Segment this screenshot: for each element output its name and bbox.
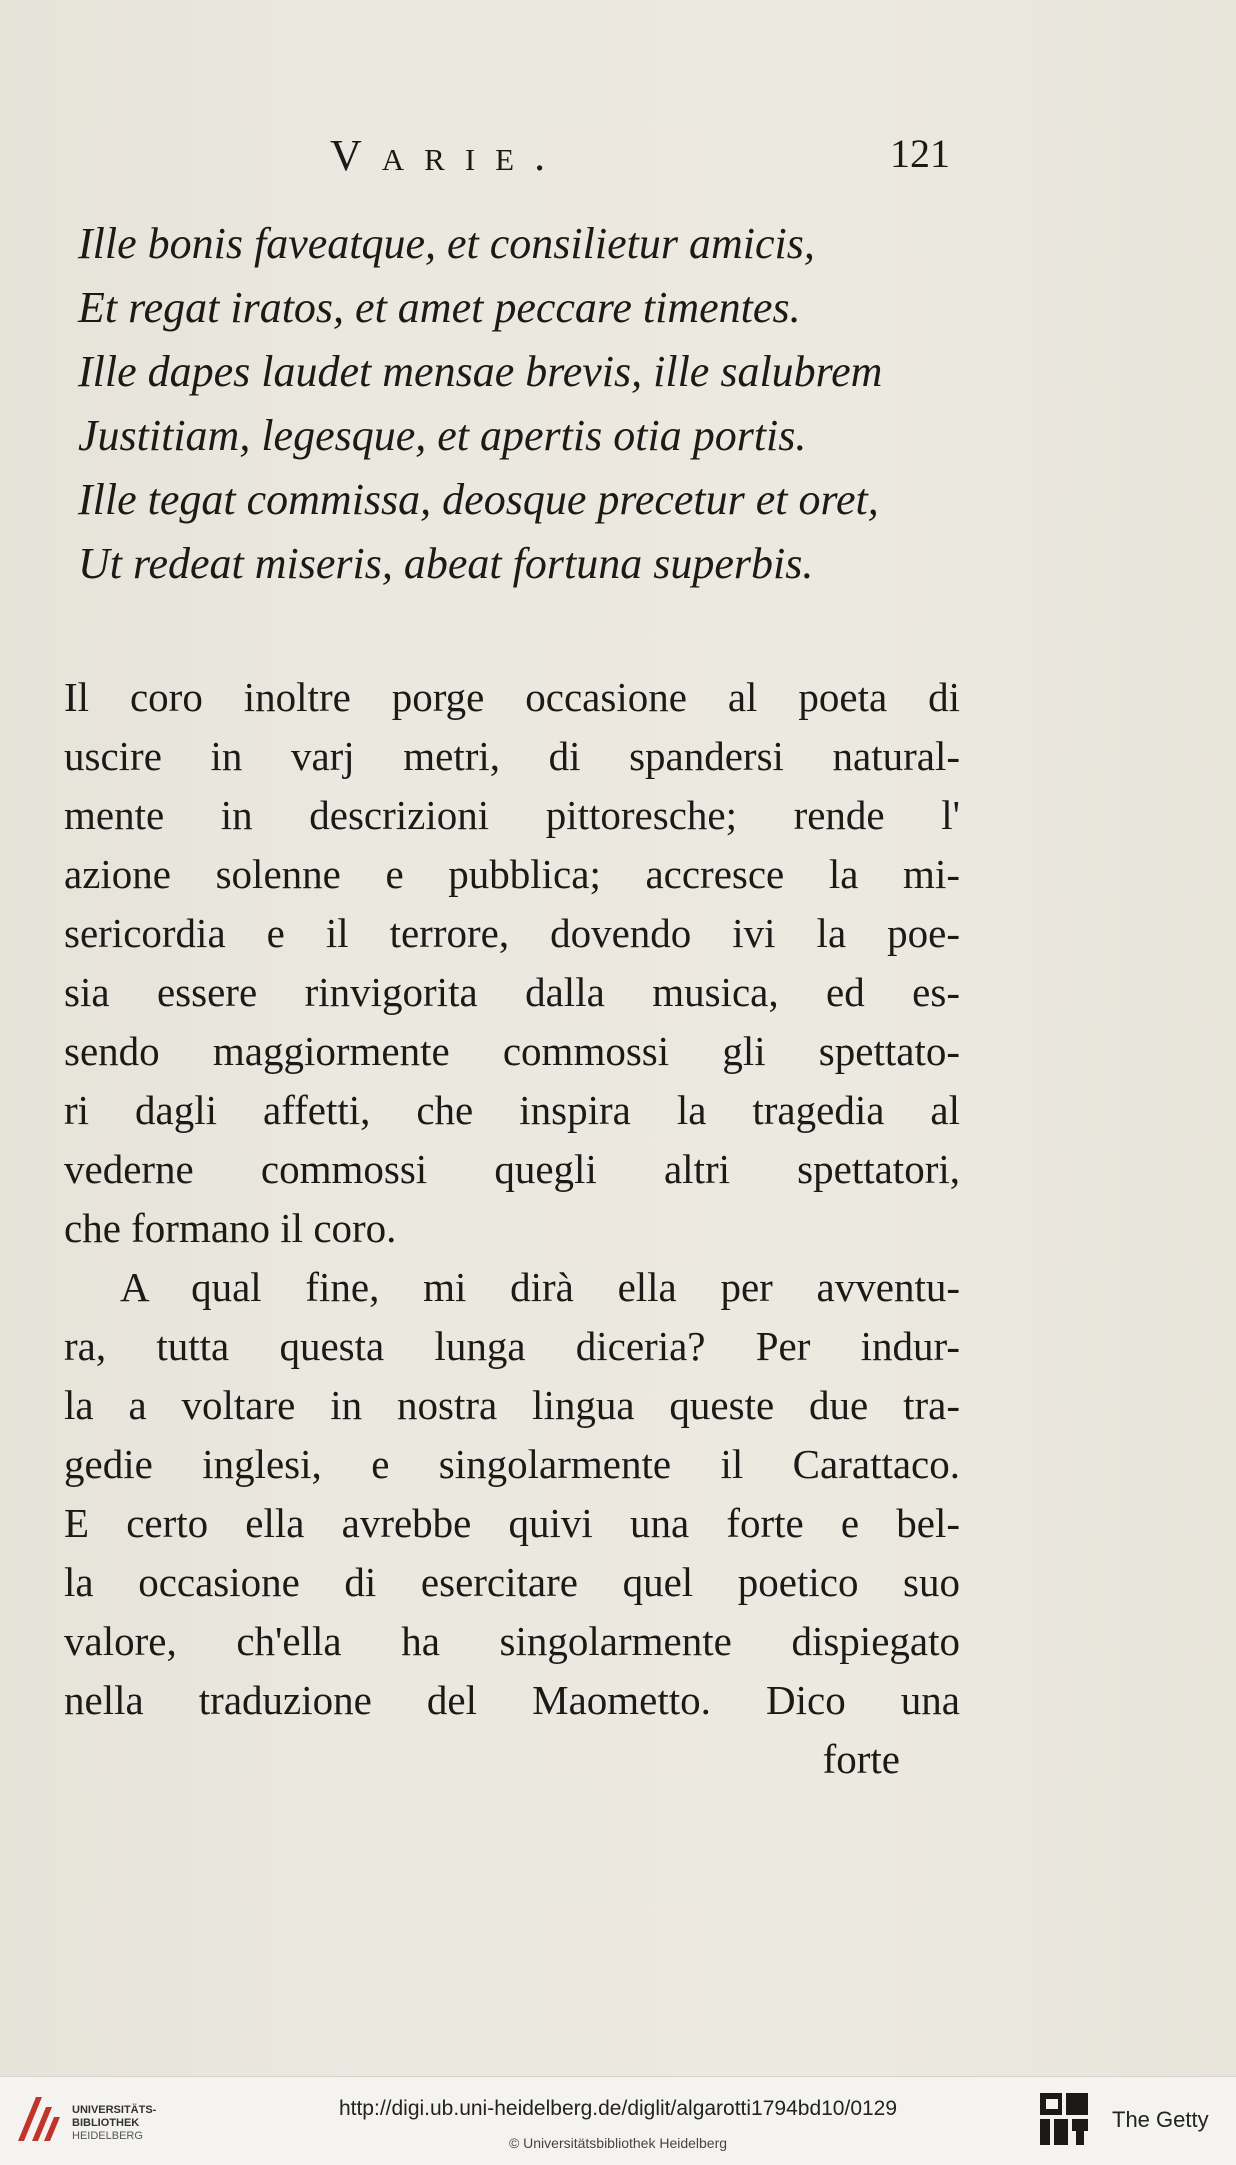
prose-line: sia essere rinvigorita dalla musica, ed es- [64,969,960,1015]
verse-line: Ille dapes laudet mensae brevis, ille salubrem [78,347,883,396]
verse-line: Ille tegat commissa, deosque precetur et oret, [78,475,879,524]
verse-line: Et regat iratos, et amet peccare timentes. [78,283,801,332]
prose-line: A qual fine, mi dirà ella per avventu- [120,1264,960,1310]
verse-line: Justitiam, legesque, et apertis otia portis. [78,411,807,460]
running-head: Varie. [330,131,566,180]
prose-line: Il coro inoltre porge occasione al poeta di [64,674,960,720]
prose-line: ra, tutta questa lunga diceria? Per indur- [64,1323,960,1369]
page-header [330,130,950,186]
viewer-footer [0,2076,1236,2165]
prose-line: sericordia e il terrore, dovendo ivi la poe- [64,910,960,956]
prose-line: uscire in varj metri, di spandersi natural- [64,733,960,779]
prose-line: vederne commossi quegli altri spettatori, [64,1146,960,1192]
catchword: forte [822,1736,900,1782]
prose-line: E certo ella avrebbe quivi una forte e bel- [64,1500,960,1546]
copyright-notice: © Universitätsbibliothek Heidelberg [508,2135,728,2151]
prose-line: la a voltare in nostra lingua queste due tra- [64,1382,960,1428]
permalink-url[interactable]: http://digi.ub.uni-heidelberg.de/diglit/algarotti1794bd10/0129 [338,2097,898,2120]
prose-line: gedie inglesi, e singolarmente il Carattaco. [64,1441,960,1487]
getty-label: The Getty [1112,2107,1209,2132]
prose-line: nella traduzione del Maometto. Dico una [64,1677,960,1723]
prose-line: che formano il coro. [64,1205,397,1251]
prose-line: valore, ch'ella ha singolarmente dispiegato [64,1618,960,1664]
verse-line: Ut redeat miseris, abeat fortuna superbis. [78,539,814,588]
prose-line: sendo maggiormente commossi gli spettato- [64,1028,960,1074]
prose-line: azione solenne e pubblica; accresce la mi- [64,851,960,897]
library-name: UNIVERSITÄTS- BIBLIOTHEK HEIDELBERG [72,2104,157,2142]
prose-block [64,668,960,1789]
prose-line: ri dagli affetti, che inspira la tragedia al [64,1087,960,1133]
latin-verse-block [78,212,968,596]
prose-line: la occasione di esercitare quel poetico suo [64,1559,960,1605]
page-number: 121 [890,131,950,176]
getty-logo-icon[interactable] [1038,2091,1094,2151]
verse-line: Ille bonis faveatque, et consilietur amicis, [78,219,815,268]
prose-line: mente in descrizioni pittoresche; rende l' [64,792,960,838]
